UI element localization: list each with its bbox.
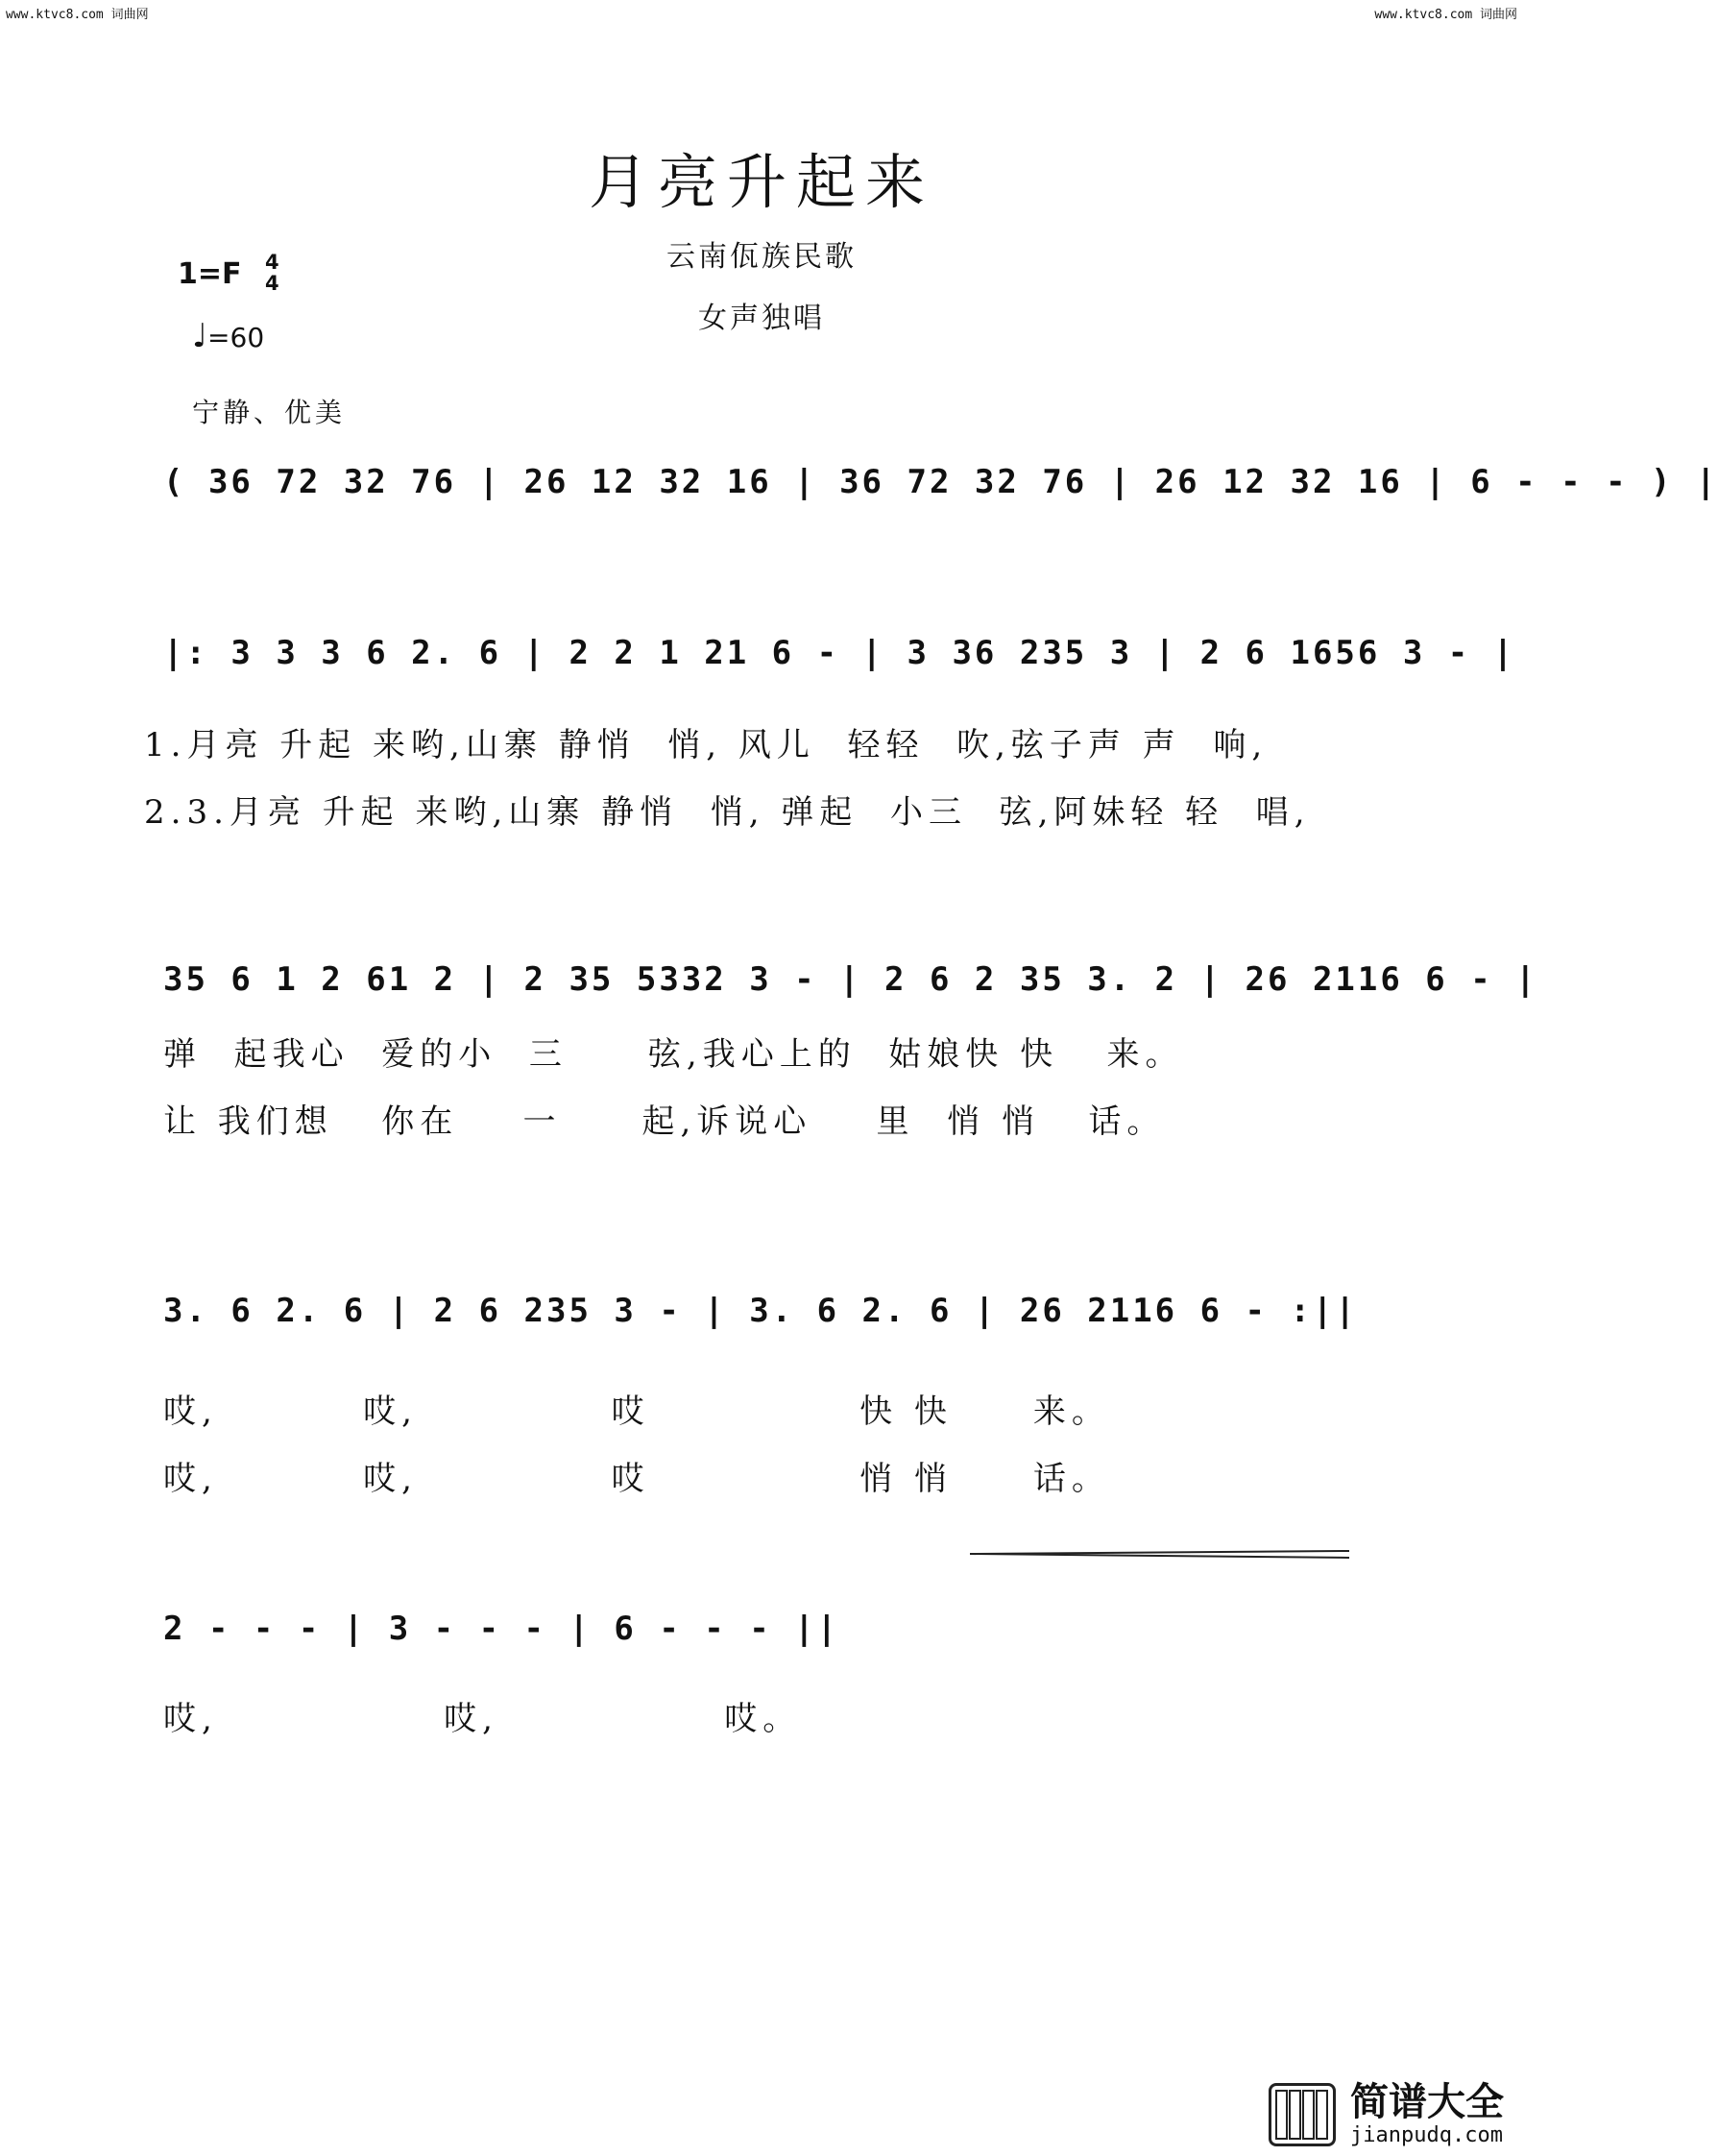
score-line-4: 3. 6 2. 6 | 2 6 235 3 - | 3. 6 2. 6 | 26 2116 6 - :|| [163, 1292, 1358, 1330]
expression-marking: 宁静、优美 [192, 397, 347, 428]
score-line-3: 35 6 1 2 61 2 | 2 35 5332 3 - | 2 6 2 35 3. 2 | 26 2116 6 - | [163, 960, 1538, 999]
score-line-5: 2 - - - | 3 - - - | 6 - - - || [163, 1610, 840, 1648]
song-title: 月亮升起来 [588, 147, 934, 217]
key-signature: 1=F [178, 257, 242, 291]
tempo-value: =60 [207, 322, 265, 353]
logo-name: 简谱大全 [1350, 2080, 1504, 2124]
lyric-line-4-verse-1: 哎, 哎, 哎 快 快 来。 [163, 1393, 1110, 1431]
header-right: www.ktvc8.com 词曲网 [1374, 8, 1517, 22]
piano-keys-icon [1269, 2083, 1336, 2146]
song-subtitle: 云南佤族民歌 [666, 240, 857, 274]
header-left: www.ktvc8.com 词曲网 [6, 8, 149, 22]
lyric-line-2-verse-2: 2.3.月亮 升起 来哟,山寨 静悄 悄, 弹起 小三 弦,阿妹轻 轻 唱, [144, 793, 1311, 832]
score-line-2: |: 3 3 3 6 2. 6 | 2 2 1 21 6 - | 3 36 235 3 | 2 6 1656 3 - | [163, 634, 1516, 672]
logo-url: jianpudq.com [1350, 2123, 1503, 2147]
lyric-line-5: 哎, 哎, 哎。 [163, 1700, 802, 1738]
quarter-note-icon: ♩ [192, 317, 208, 355]
lyric-line-2-verse-1: 1.月亮 升起 来哟,山寨 静悄 悄, 风儿 轻轻 吹,弦子声 声 响, [144, 726, 1269, 764]
performer: 女声独唱 [698, 302, 825, 335]
tempo-marking [192, 317, 264, 355]
time-signature [265, 252, 279, 294]
time-top: 4 [265, 251, 279, 274]
lyric-line-3-verse-1: 弹 起我心 爱的小 三 弦,我心上的 姑娘快 快 来。 [163, 1035, 1184, 1074]
lyric-line-4-verse-2: 哎, 哎, 哎 悄 悄 话。 [163, 1460, 1110, 1498]
time-bottom: 4 [265, 272, 279, 295]
score-line-1: ( 36 72 32 76 | 26 12 32 16 | 36 72 32 76 | 26 12 32 16 | 6 - - - ) | [163, 463, 1718, 501]
decrescendo-mark [970, 1550, 1354, 1569]
lyric-line-3-verse-2: 让 我们想 你在 一 起,诉说心 里 悄 悄 话。 [163, 1102, 1166, 1141]
site-logo [1269, 2081, 1504, 2148]
